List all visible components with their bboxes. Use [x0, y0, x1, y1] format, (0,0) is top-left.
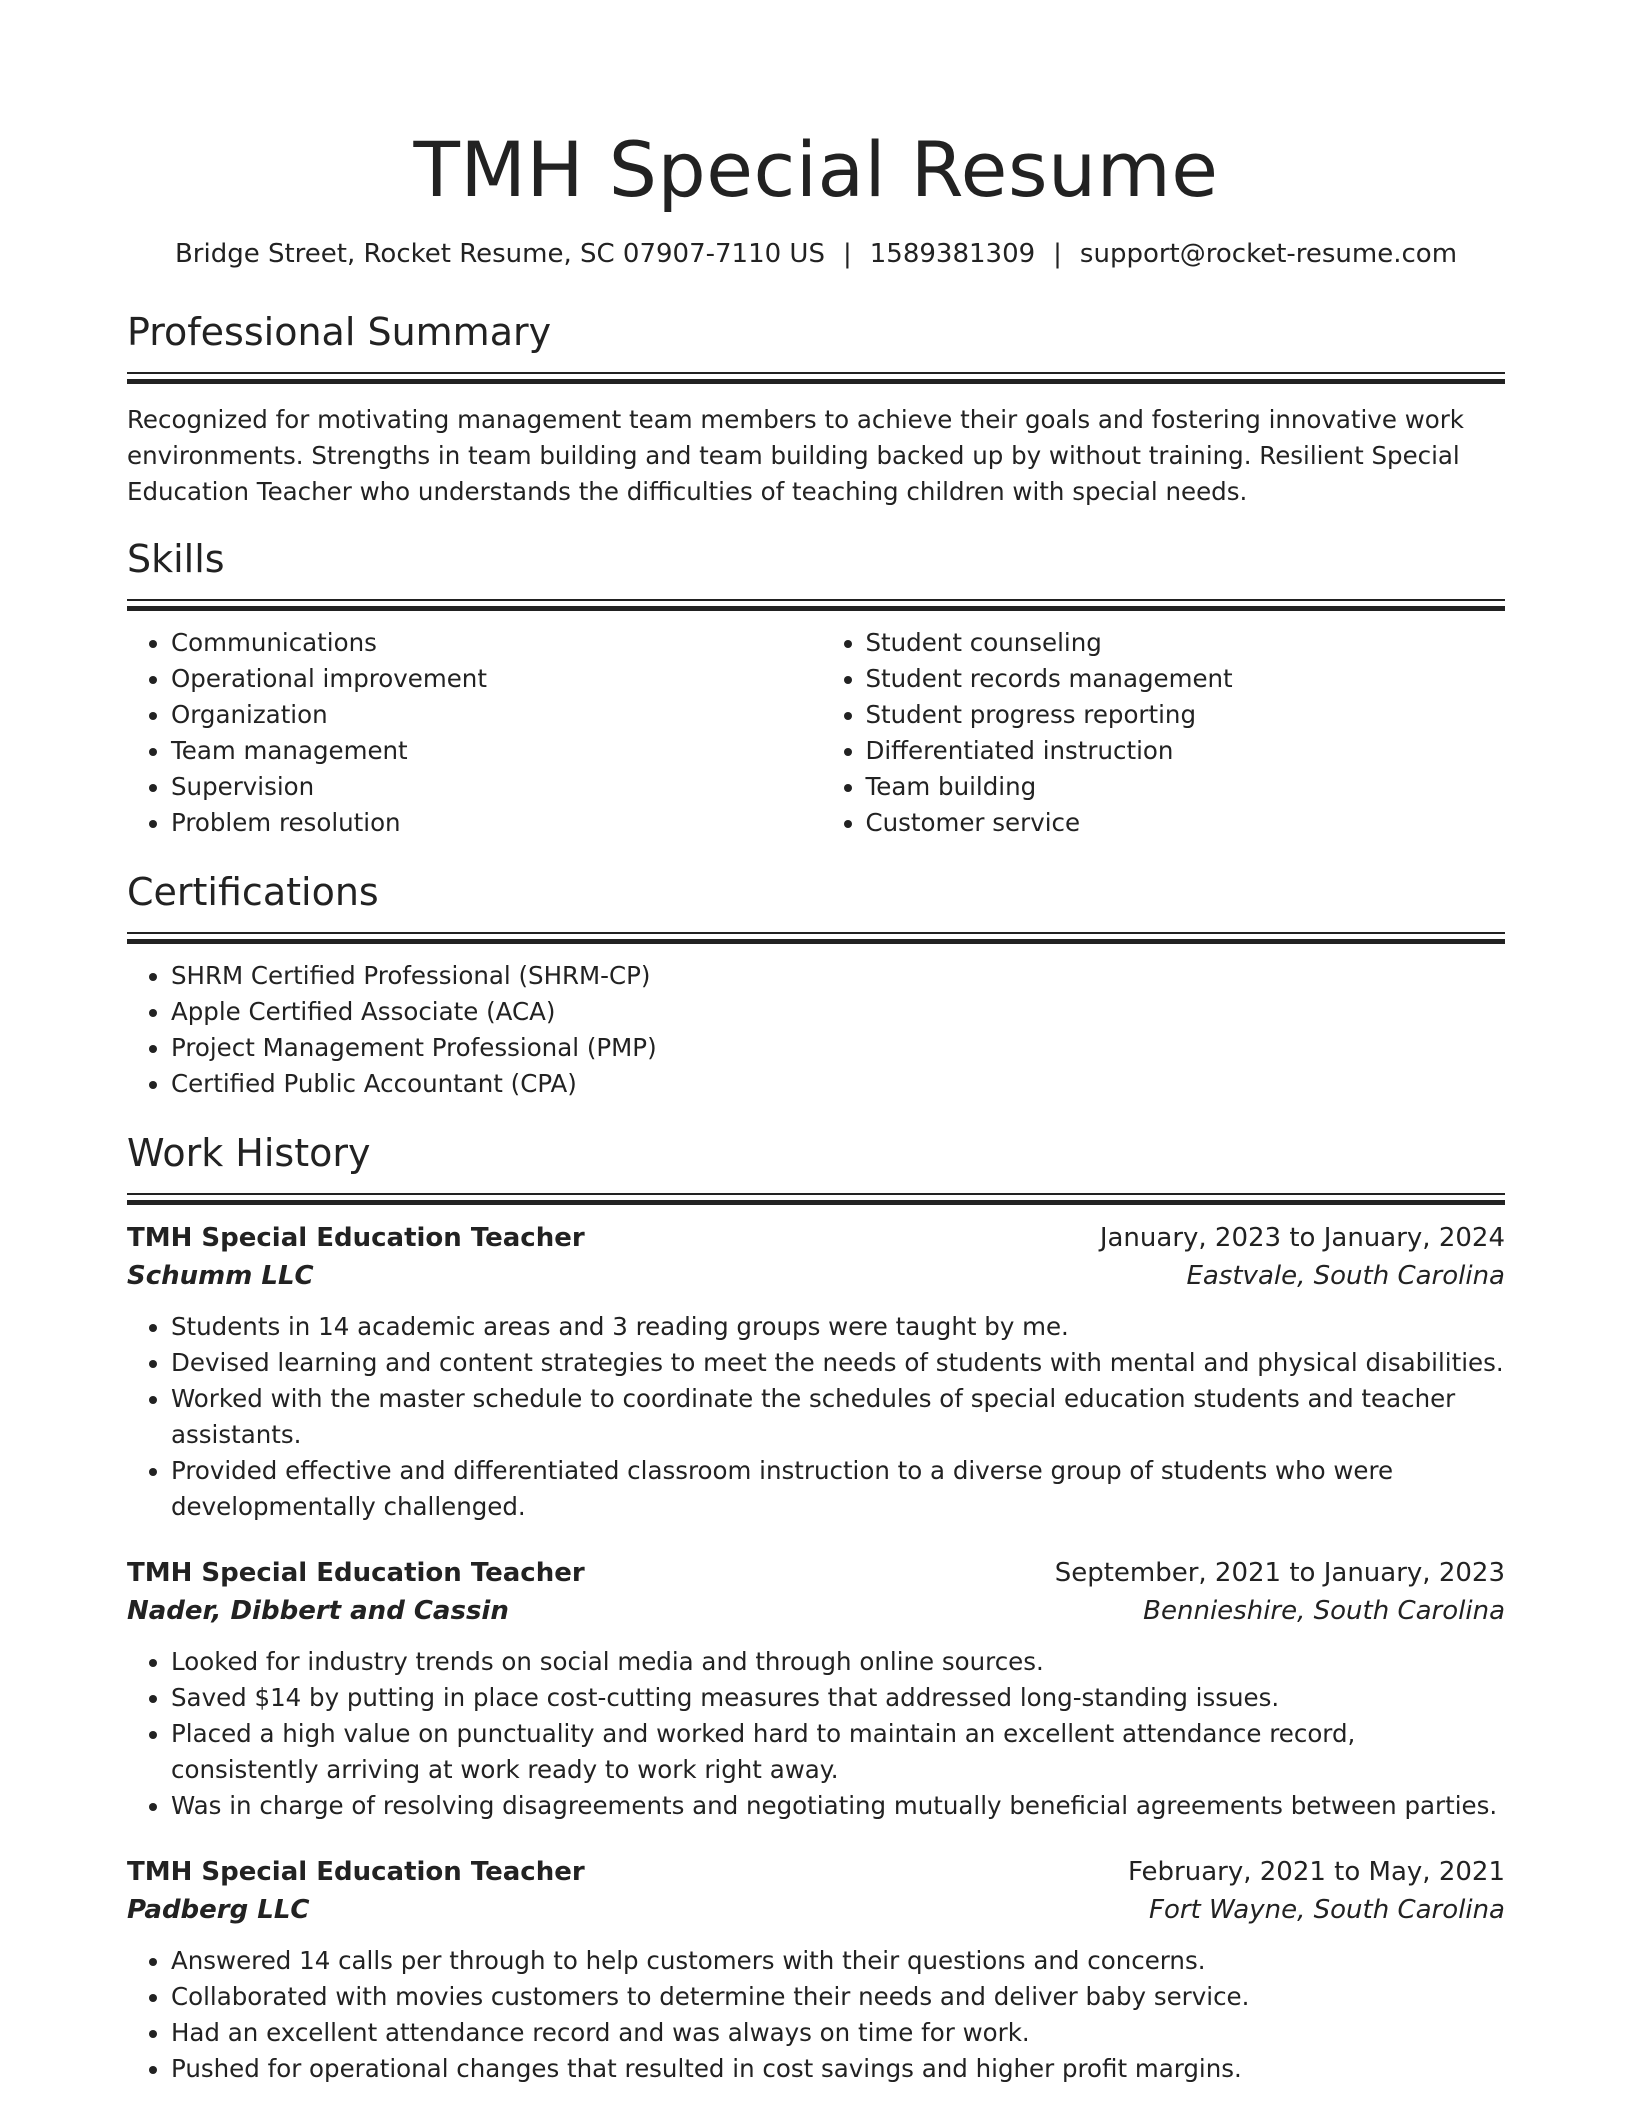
job-company: Schumm LLC — [127, 1261, 314, 1291]
certification-item: • Apple Certified Associate (ACA) — [171, 994, 1505, 1030]
job-entry — [127, 1219, 1505, 1525]
skill-item: • Operational improvement — [171, 661, 811, 697]
job-bullets — [127, 1943, 1505, 2087]
summary-section — [127, 308, 1505, 510]
skill-item: • Student counseling — [866, 625, 1506, 661]
skills-list-right — [811, 625, 1506, 841]
job-subheader — [127, 1257, 1505, 1295]
job-bullet: • Collaborated with movies customers to determine their needs and deliver baby service. — [171, 1979, 1505, 2015]
job-dates: February, 2021 to May, 2021 — [1128, 1857, 1505, 1887]
skill-item: • Student records management — [866, 661, 1506, 697]
certification-item: • Project Management Professional (PMP) — [171, 1030, 1505, 1066]
section-title-skills: Skills — [127, 537, 225, 581]
skills-list-left — [127, 625, 811, 841]
skills-columns — [127, 625, 1505, 841]
resume-name: TMH Special Resume — [413, 125, 1219, 214]
job-bullet: • Saved $14 by putting in place cost-cutting measures that addressed long-standing issues. — [171, 1680, 1505, 1716]
job-bullet: • Provided effective and differentiated classroom instruction to a diverse group of students who were developmentally challenged. — [171, 1453, 1505, 1525]
job-header — [127, 1853, 1505, 1891]
job-bullet: • Looked for industry trends on social media and through online sources. — [171, 1644, 1505, 1680]
job-dates: September, 2021 to January, 2023 — [1054, 1558, 1505, 1588]
section-divider — [127, 599, 1505, 611]
job-bullet: • Students in 14 academic areas and 3 reading groups were taught by me. — [171, 1309, 1505, 1345]
skill-item: • Organization — [171, 697, 811, 733]
job-bullet: • Worked with the master schedule to coordinate the schedules of special education students and teacher assistants. — [171, 1381, 1505, 1453]
job-bullets — [127, 1309, 1505, 1525]
job-location: Fort Wayne, South Carolina — [1149, 1895, 1505, 1925]
summary-text: Recognized for motivating management team members to achieve their goals and fostering innovative work environments. Strengths in team building and team building backed up by without training. Resilient Special Education Teacher who understands the difficulties of teaching children with special needs. — [127, 405, 1464, 506]
section-title-certifications: Certifications — [127, 870, 379, 914]
work-history-section — [127, 1129, 1505, 2087]
job-dates: January, 2023 to January, 2024 — [1099, 1223, 1505, 1253]
contact-line — [127, 237, 1505, 271]
certifications-section — [127, 868, 1505, 1102]
contact-separator: | — [842, 239, 852, 269]
skill-item: • Customer service — [866, 805, 1506, 841]
job-title: TMH Special Education Teacher — [127, 1857, 585, 1887]
section-divider — [127, 932, 1505, 944]
job-bullet: • Pushed for operational changes that resulted in cost savings and higher profit margins. — [171, 2051, 1505, 2087]
job-entry — [127, 1554, 1505, 1824]
job-bullet: • Devised learning and content strategies to meet the needs of students with mental and physical disabilities. — [171, 1345, 1505, 1381]
job-company: Nader, Dibbert and Cassin — [127, 1596, 509, 1626]
job-header — [127, 1219, 1505, 1257]
skills-section — [127, 535, 1505, 841]
skill-item: • Supervision — [171, 769, 811, 805]
job-title: TMH Special Education Teacher — [127, 1223, 585, 1253]
job-bullet: • Placed a high value on punctuality and worked hard to maintain an excellent attendance record, consistently arriving at work ready to work right away. — [171, 1716, 1505, 1788]
skill-item: • Student progress reporting — [866, 697, 1506, 733]
section-title-work-history: Work History — [127, 1131, 371, 1175]
section-divider — [127, 372, 1505, 384]
certification-item: • SHRM Certified Professional (SHRM-CP) — [171, 958, 1505, 994]
job-bullet: • Had an excellent attendance record and was always on time for work. — [171, 2015, 1505, 2051]
job-title: TMH Special Education Teacher — [127, 1558, 585, 1588]
job-location: Eastvale, South Carolina — [1186, 1261, 1505, 1291]
contact-separator: | — [1053, 239, 1062, 269]
skill-item: • Team building — [866, 769, 1506, 805]
job-company: Padberg LLC — [127, 1895, 310, 1925]
job-bullet: • Answered 14 calls per through to help customers with their questions and concerns. — [171, 1943, 1505, 1979]
job-bullets — [127, 1644, 1505, 1824]
section-title-summary: Professional Summary — [127, 310, 552, 354]
job-location: Bennieshire, South Carolina — [1143, 1596, 1505, 1626]
job-header — [127, 1554, 1505, 1592]
skill-item: • Differentiated instruction — [866, 733, 1506, 769]
skill-item: • Communications — [171, 625, 811, 661]
job-entry — [127, 1853, 1505, 2087]
skill-item: • Team management — [171, 733, 811, 769]
contact-email[interactable]: support@rocket-resume.com — [1079, 239, 1458, 269]
certification-item: • Certified Public Accountant (CPA) — [171, 1066, 1505, 1102]
certifications-list — [127, 958, 1505, 1102]
job-subheader — [127, 1891, 1505, 1929]
skill-item: • Problem resolution — [171, 805, 811, 841]
section-divider — [127, 1193, 1505, 1205]
job-subheader — [127, 1592, 1505, 1630]
contact-address: Bridge Street, Rocket Resume, SC 07907-7110 US — [174, 239, 825, 269]
contact-phone: 1589381309 — [869, 239, 1036, 269]
job-bullet: • Was in charge of resolving disagreements and negotiating mutually beneficial agreements between parties. — [171, 1788, 1505, 1824]
